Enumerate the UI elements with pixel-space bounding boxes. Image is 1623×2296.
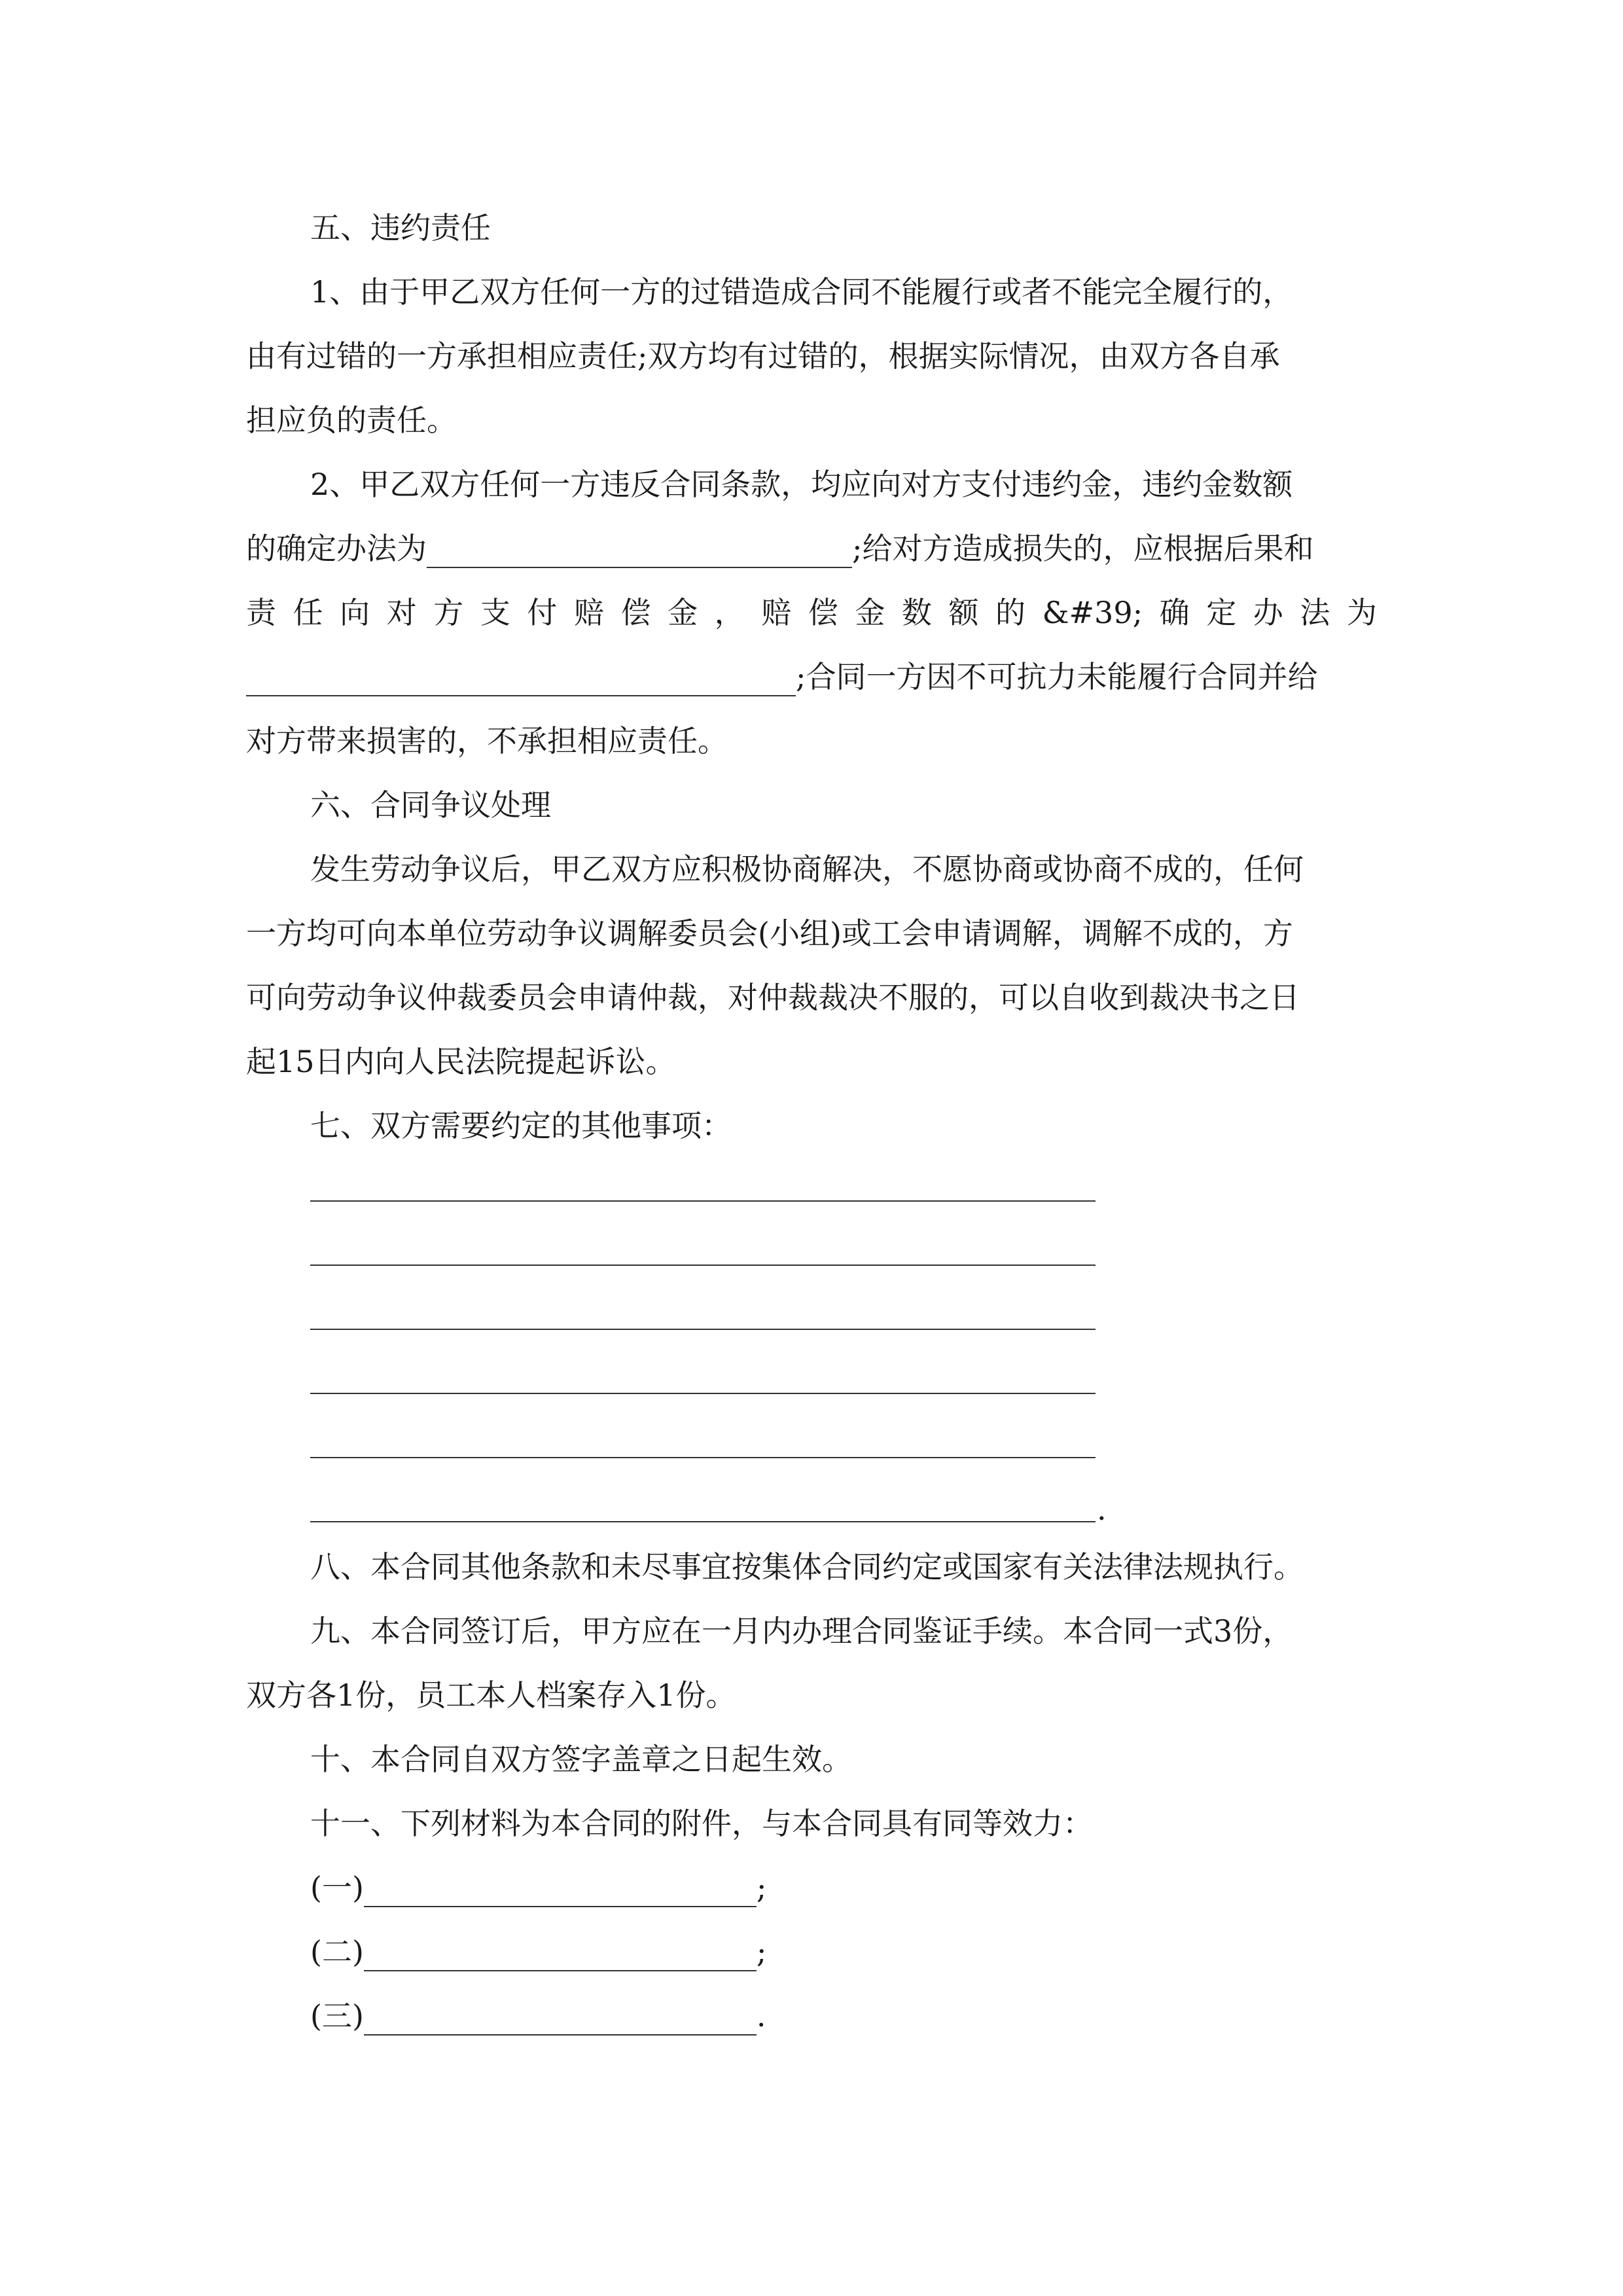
- attachment-end: .: [756, 1998, 766, 2034]
- char: 定: [1206, 595, 1237, 630]
- section-6-line4: 起15日内向人民法院提起诉讼。: [246, 1044, 676, 1079]
- section-9-line2: 双方各1份，员工本人档案存入1份。: [246, 1677, 736, 1713]
- section-7-end-mark: .: [1097, 1492, 1107, 1527]
- char: 赔: [573, 595, 604, 630]
- char: 办: [1253, 595, 1283, 630]
- attachment-item-2: [310, 1932, 1377, 1971]
- char: 支: [480, 595, 510, 630]
- char: 数: [901, 595, 932, 630]
- char: 责: [246, 595, 276, 630]
- attachment-end: ;: [756, 1870, 767, 1905]
- section-5-p2-line1: 2、甲乙双方任何一方违反合同条款，均应向对方支付违约金，违约金数额: [310, 467, 1293, 502]
- char: 对: [386, 595, 417, 630]
- section-5-p1-line1: 1、由于甲乙双方任何一方的过错造成合同不能履行或者不能完全履行的，: [310, 274, 1293, 310]
- char: &#39;: [1042, 595, 1143, 630]
- section-5-p2-line4: [246, 657, 1377, 696]
- other-matters-blank-2[interactable]: [310, 1265, 1096, 1266]
- attachment-3-blank[interactable]: [364, 2005, 757, 2036]
- section-11-title: 十一、下列材料为本合同的附件，与本合同具有同等效力：: [310, 1806, 1093, 1841]
- attachment-label: (三): [310, 1998, 364, 2034]
- section-6-title: 六、合同争议处理: [310, 787, 551, 823]
- attachment-label: (二): [310, 1934, 364, 1969]
- char: ，: [714, 595, 745, 630]
- section-5-p1-line2: 由有过错的一方承担相应责任;双方均有过错的，根据实际情况，由双方各自承: [246, 338, 1280, 374]
- penalty-method-blank[interactable]: [427, 538, 852, 568]
- char: 确: [1159, 595, 1190, 630]
- char: 向: [340, 595, 370, 630]
- p2-line4-suffix: ;合同一方因不可抗力未能履行合同并给: [796, 659, 1318, 694]
- section-7-title: 七、双方需要约定的其他事项：: [310, 1108, 732, 1143]
- section-5-title: 五、违约责任: [310, 210, 491, 245]
- other-matters-blank-3[interactable]: [310, 1329, 1096, 1330]
- attachment-2-blank[interactable]: [364, 1941, 757, 1971]
- attachment-end: ;: [756, 1934, 767, 1969]
- other-matters-blank-5[interactable]: [310, 1457, 1096, 1458]
- char: 付: [527, 595, 558, 630]
- section-6-line1: 发生劳动争议后，甲乙双方应积极协商解决，不愿协商或协商不成的，任何: [310, 852, 1304, 887]
- attachment-item-3: [310, 1996, 1377, 2036]
- char: 法: [1300, 595, 1330, 630]
- attachment-1-blank[interactable]: [364, 1877, 757, 1907]
- section-6-line2: 一方均可向本单位劳动争议调解委员会(小组)或工会申请调解，调解不成的，方: [246, 916, 1293, 951]
- section-5-p1-line3: 担应负的责任。: [246, 403, 457, 438]
- char: 额: [948, 595, 979, 630]
- p2-line2-suffix: ;给对方造成损失的，应根据后果和: [852, 531, 1314, 566]
- other-matters-blank-1[interactable]: [310, 1200, 1096, 1202]
- section-10-text: 十、本合同自双方签字盖章之日起生效。: [310, 1742, 852, 1777]
- char: 赔: [761, 595, 792, 630]
- char: 的: [995, 595, 1026, 630]
- section-5-p2-line5: 对方带来损害的，不承担相应责任。: [246, 723, 728, 759]
- compensation-method-blank[interactable]: [246, 666, 796, 696]
- section-8-text: 八、本合同其他条款和未尽事宜按集体合同约定或国家有关法律法规执行。: [310, 1549, 1304, 1585]
- char: 金: [855, 595, 885, 630]
- section-9-line1: 九、本合同签订后，甲方应在一月内办理合同鉴证手续。本合同一式3份，: [310, 1613, 1293, 1649]
- char: 为: [1346, 595, 1377, 630]
- p2-line2-prefix: 的确定办法为: [246, 531, 427, 566]
- section-5-p2-line3: [246, 593, 1377, 632]
- section-6-line3: 可向劳动争议仲裁委员会申请仲裁，对仲裁裁决不服的，可以自收到裁决书之日: [246, 980, 1300, 1015]
- char: 任: [293, 595, 323, 630]
- char: 偿: [620, 595, 651, 630]
- attachment-item-1: [310, 1868, 1377, 1907]
- other-matters-blank-6[interactable]: [310, 1521, 1096, 1522]
- section-5-p2-line2: [246, 529, 1377, 568]
- attachment-label: (一): [310, 1870, 364, 1905]
- char: 偿: [808, 595, 838, 630]
- other-matters-blank-4[interactable]: [310, 1393, 1096, 1394]
- char: 方: [433, 595, 464, 630]
- char: 金: [668, 595, 698, 630]
